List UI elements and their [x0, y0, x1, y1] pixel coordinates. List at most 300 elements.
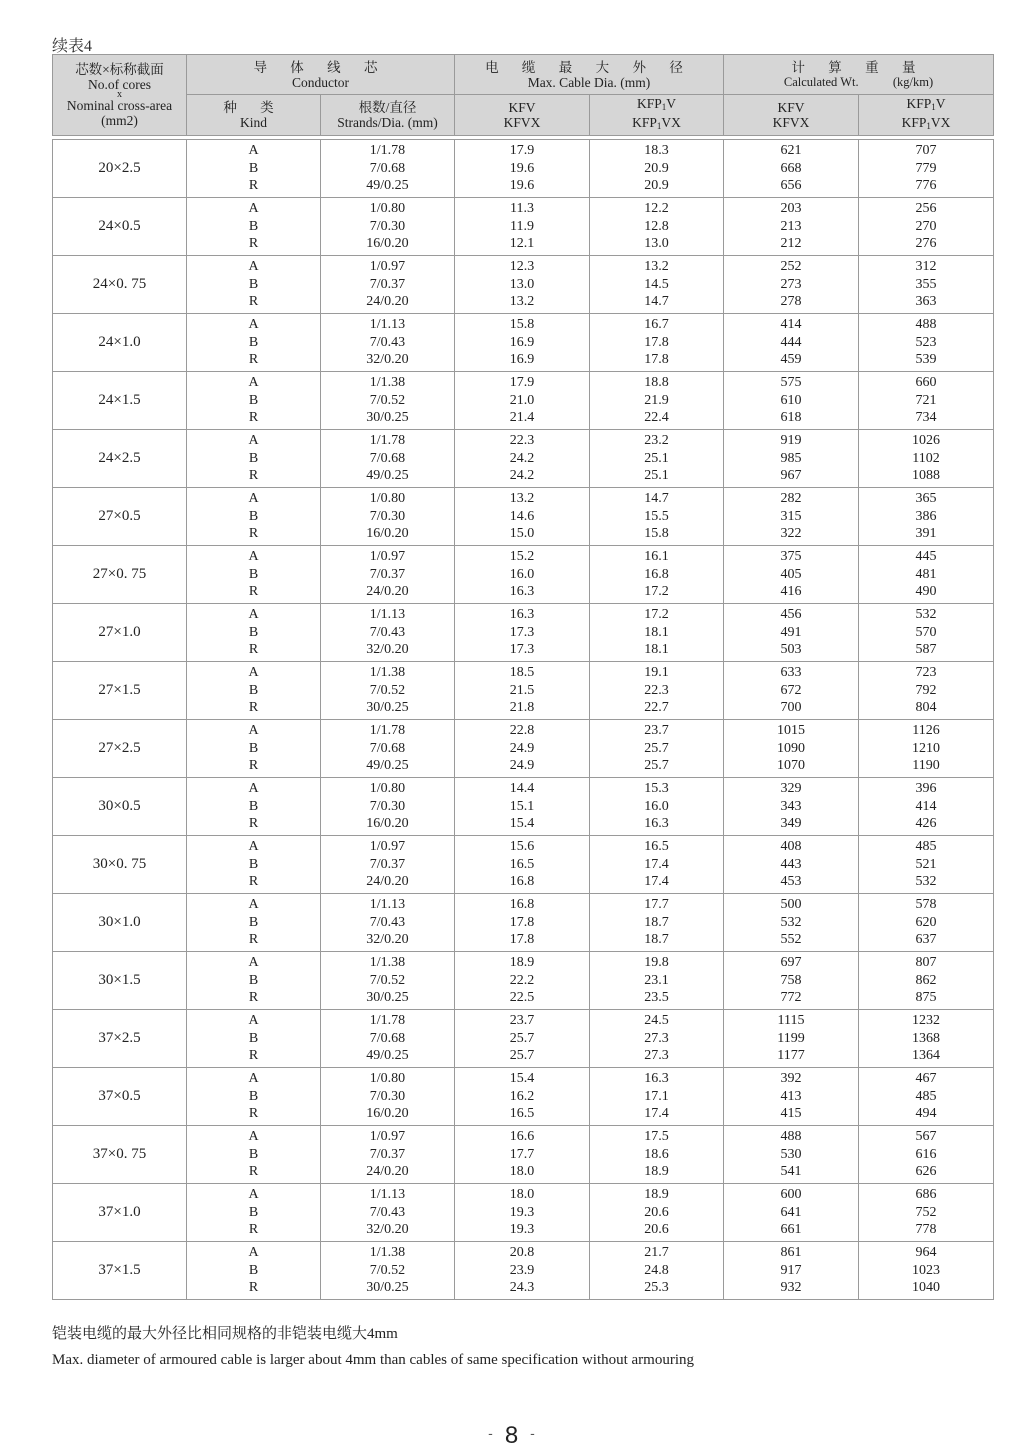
dia-kfp-value: 24.8 [644, 1262, 669, 1278]
spec-cell: 37×2.5 [53, 1010, 187, 1068]
header-dia-kfp1v-prefix: KFP [636, 96, 662, 111]
dia-kfv-cell [455, 1242, 590, 1300]
table-row [53, 198, 994, 256]
dia-kfv-value: 19.6 [509, 178, 535, 194]
header-strands-cell [321, 95, 455, 136]
footnotes [52, 1321, 694, 1373]
wt-kfp-value: 587 [915, 642, 937, 658]
wt-kfv-value: 278 [780, 294, 802, 310]
strands-value: 7/0.52 [369, 1262, 406, 1278]
header-wt-kfv-cell [724, 95, 859, 136]
dia-kfp-value: 23.7 [644, 723, 669, 739]
header-dia-kfp1vx-prefix: KFP [632, 115, 657, 130]
table-caption: 续表4 [52, 38, 93, 55]
table-row [53, 256, 994, 314]
spec-cell: 30×1.5 [53, 952, 187, 1010]
dia-kfv-value: 22.3 [509, 433, 535, 449]
wt-kfv-value: 252 [780, 259, 802, 275]
wt-kfp-value: 276 [915, 236, 937, 252]
wt-kfv-cell [724, 894, 859, 952]
header-strands-en: Strands/Dia. (mm) [337, 115, 438, 130]
dia-kfv-cell [455, 430, 590, 488]
wt-kfv-value: 656 [780, 178, 802, 194]
wt-kfv-value: 530 [780, 1146, 802, 1162]
strands-value: 7/0.37 [369, 566, 406, 582]
strands-cell [321, 662, 455, 720]
table-row [53, 1010, 994, 1068]
dia-kfp-value: 17.8 [644, 334, 669, 350]
strands-value: 7/0.37 [369, 856, 406, 872]
table-row [53, 778, 994, 836]
kind-value: B [248, 1088, 259, 1104]
dia-kfv-value: 15.8 [509, 317, 535, 333]
dia-kfp-value: 17.5 [644, 1129, 669, 1145]
wt-kfp-value: 256 [915, 201, 937, 217]
strands-value: 1/0.80 [369, 1071, 406, 1087]
kind-value: B [248, 856, 259, 872]
kind-cell [187, 894, 321, 952]
dia-kfp-value: 23.1 [644, 972, 669, 988]
dia-kfv-value: 18.0 [509, 1187, 535, 1203]
strands-value: 24/0.20 [366, 1164, 409, 1180]
wt-kfv-value: 212 [780, 236, 802, 252]
strands-value: 7/0.52 [369, 392, 406, 408]
strands-value: 7/0.37 [369, 1146, 406, 1162]
wt-kfp-value: 1210 [912, 740, 940, 756]
wt-kfp-cell [859, 952, 994, 1010]
dia-kfp-value: 24.5 [644, 1013, 669, 1029]
wt-kfp-value: 1088 [912, 468, 940, 484]
wt-kfp-value: 660 [915, 375, 937, 391]
strands-value: 1/1.38 [369, 375, 406, 391]
dia-kfp-cell [590, 140, 724, 198]
dia-kfp-cell [590, 546, 724, 604]
kind-value: B [248, 392, 259, 408]
dia-kfp-value: 18.3 [644, 143, 669, 159]
wt-kfp-value: 1126 [912, 723, 940, 739]
dia-kfv-cell [455, 836, 590, 894]
strands-value: 7/0.43 [369, 334, 406, 350]
dia-kfv-value: 11.9 [510, 218, 534, 234]
wt-kfp-cell [859, 894, 994, 952]
spec-cell: 37×0.5 [53, 1068, 187, 1126]
wt-kfv-cell [724, 488, 859, 546]
wt-kfv-cell [724, 1126, 859, 1184]
dia-kfv-value: 20.8 [509, 1245, 535, 1261]
dia-kfv-value: 16.9 [509, 334, 535, 350]
wt-kfv-cell [724, 1242, 859, 1300]
strands-value: 16/0.20 [366, 526, 409, 542]
wt-kfv-value: 668 [780, 160, 802, 176]
wt-kfp-value: 445 [915, 549, 937, 565]
table-row [53, 140, 994, 198]
wt-kfv-value: 413 [780, 1088, 802, 1104]
wt-kfv-value: 758 [780, 972, 802, 988]
wt-kfv-value: 453 [780, 874, 802, 890]
strands-value: 1/1.13 [369, 607, 406, 623]
wt-kfv-value: 392 [780, 1071, 802, 1087]
strands-value: 1/1.78 [369, 143, 406, 159]
dia-kfv-value: 24.9 [509, 740, 535, 756]
strands-value: 1/1.38 [369, 665, 406, 681]
dia-kfp-value: 17.1 [644, 1088, 669, 1104]
strands-value: 7/0.43 [369, 624, 406, 640]
dia-kfp-value: 18.1 [644, 624, 669, 640]
wt-kfv-value: 315 [780, 508, 802, 524]
wt-kfv-value: 322 [780, 526, 802, 542]
dia-kfp-value: 22.3 [644, 682, 669, 698]
spec-table-body [53, 140, 994, 1300]
header-wt-kfv: KFV [777, 100, 805, 115]
dia-kfv-value: 16.6 [509, 1129, 535, 1145]
wt-kfv-value: 408 [780, 839, 802, 855]
header-wt-kfp1v-suffix: V [935, 96, 946, 111]
spec-cell: 30×1.0 [53, 894, 187, 952]
wt-kfv-value: 700 [780, 700, 802, 716]
strands-cell [321, 1010, 455, 1068]
dia-kfp-cell [590, 430, 724, 488]
kind-value: R [248, 584, 259, 600]
dia-kfv-value: 18.9 [509, 955, 535, 971]
header-wt-kfp1v-prefix: KFP [906, 96, 932, 111]
header-dia-kfv-cell [455, 95, 590, 136]
kind-value: A [248, 491, 259, 507]
wt-kfv-cell [724, 1068, 859, 1126]
dia-kfv-value: 19.3 [509, 1204, 535, 1220]
header-spec-cell [53, 55, 187, 136]
dia-kfv-value: 17.9 [509, 375, 535, 391]
wt-kfp-value: 567 [915, 1129, 937, 1145]
header-dia-cell [455, 55, 724, 95]
wt-kfv-cell [724, 546, 859, 604]
strands-cell [321, 1068, 455, 1126]
wt-kfp-value: 523 [915, 334, 937, 350]
header-conductor-en: Conductor [292, 74, 349, 90]
dia-kfv-value: 17.7 [509, 1146, 535, 1162]
spec-cell: 27×0.5 [53, 488, 187, 546]
dia-kfv-value: 16.5 [509, 856, 535, 872]
dia-kfp-value: 14.5 [644, 276, 669, 292]
dia-kfp-value: 19.8 [644, 955, 669, 971]
wt-kfv-value: 610 [780, 392, 802, 408]
header-spec-en2: Nominal cross-area [66, 98, 173, 113]
dia-kfv-value: 16.8 [509, 897, 535, 913]
wt-kfp-value: 1040 [912, 1280, 940, 1296]
wt-kfp-value: 637 [915, 932, 937, 948]
wt-kfp-value: 312 [915, 259, 937, 275]
header-dia-kfv: KFV [508, 100, 536, 115]
wt-kfp-value: 1190 [912, 758, 940, 774]
wt-kfp-value: 485 [915, 839, 937, 855]
kind-cell [187, 1010, 321, 1068]
strands-cell [321, 952, 455, 1010]
strands-value: 1/0.97 [369, 1129, 406, 1145]
wt-kfv-value: 633 [780, 665, 802, 681]
strands-value: 1/0.97 [369, 259, 406, 275]
spec-cell: 24×2.5 [53, 430, 187, 488]
kind-value: B [248, 972, 259, 988]
kind-value: A [248, 665, 259, 681]
header-strands-zh: 根数/直径 [358, 100, 417, 115]
kind-value: R [248, 1222, 259, 1238]
strands-value: 30/0.25 [366, 990, 409, 1006]
dia-kfp-value: 18.9 [644, 1187, 669, 1203]
dia-kfp-value: 21.9 [644, 392, 669, 408]
kind-value: A [248, 607, 259, 623]
header-dia-kfp1v-suffix: V [666, 96, 676, 111]
wt-kfv-value: 444 [780, 334, 802, 350]
wt-kfv-cell [724, 140, 859, 198]
wt-kfp-cell [859, 430, 994, 488]
dia-kfp-cell [590, 720, 724, 778]
wt-kfv-value: 491 [780, 624, 802, 640]
strands-cell [321, 1184, 455, 1242]
strands-value: 49/0.25 [366, 1048, 409, 1064]
kind-cell [187, 314, 321, 372]
wt-kfv-cell [724, 314, 859, 372]
dia-kfv-value: 15.4 [509, 1071, 535, 1087]
kind-value: R [248, 874, 259, 890]
strands-value: 32/0.20 [366, 642, 409, 658]
dia-kfv-value: 17.9 [509, 143, 535, 159]
kind-value: B [248, 218, 259, 234]
dia-kfp-value: 20.6 [644, 1204, 669, 1220]
kind-cell [187, 604, 321, 662]
wt-kfp-value: 686 [915, 1187, 937, 1203]
dia-kfp-cell [590, 1068, 724, 1126]
dia-kfv-value: 22.8 [509, 723, 535, 739]
header-wt-en: Calculated Wt. [783, 74, 859, 89]
wt-kfv-value: 919 [780, 433, 802, 449]
dia-kfp-value: 20.9 [644, 178, 669, 194]
dia-kfv-value: 14.4 [509, 781, 535, 797]
table-row [53, 314, 994, 372]
dia-kfv-cell [455, 662, 590, 720]
strands-value: 7/0.68 [369, 1030, 406, 1046]
wt-kfp-cell [859, 1184, 994, 1242]
wt-kfp-value: 752 [915, 1204, 937, 1220]
wt-kfp-cell [859, 1242, 994, 1300]
wt-kfv-value: 416 [780, 584, 802, 600]
kind-value: B [248, 566, 259, 582]
page-dash-right: - [530, 1425, 535, 1441]
dia-kfp-value: 12.8 [644, 218, 669, 234]
kind-value: A [248, 317, 259, 333]
table-row [53, 720, 994, 778]
dia-kfp-value: 23.5 [644, 990, 669, 1006]
dia-kfp-value: 21.7 [644, 1245, 669, 1261]
wt-kfp-value: 875 [915, 990, 937, 1006]
kind-value: B [248, 624, 259, 640]
strands-cell [321, 430, 455, 488]
page-number [0, 1422, 1023, 1450]
dia-kfv-value: 17.3 [509, 624, 535, 640]
wt-kfv-value: 985 [780, 450, 802, 466]
dia-kfv-value: 15.6 [509, 839, 535, 855]
wt-kfp-value: 396 [915, 781, 937, 797]
header-wt-kfp1vx-sub: 1 [926, 121, 931, 131]
dia-kfp-cell [590, 662, 724, 720]
dia-kfv-value: 16.5 [509, 1106, 535, 1122]
wt-kfv-cell [724, 256, 859, 314]
wt-kfp-value: 776 [915, 178, 937, 194]
kind-value: A [248, 143, 259, 159]
strands-value: 7/0.43 [369, 1204, 406, 1220]
dia-kfv-cell [455, 1068, 590, 1126]
kind-value: R [248, 178, 259, 194]
wt-kfp-value: 1368 [912, 1030, 940, 1046]
wt-kfv-value: 1177 [777, 1048, 805, 1064]
wt-kfv-cell [724, 430, 859, 488]
dia-kfp-value: 17.7 [644, 897, 669, 913]
dia-kfv-value: 16.2 [509, 1088, 535, 1104]
footnote-en: Max. diameter of armoured cable is larger about 4mm than cables of same specification without armouring [52, 1352, 695, 1368]
kind-value: R [248, 410, 259, 426]
kind-value: R [248, 1048, 259, 1064]
strands-value: 1/1.13 [369, 897, 406, 913]
spec-cell: 37×0. 75 [53, 1126, 187, 1184]
header-conductor-cell [187, 55, 455, 95]
dia-kfv-value: 13.0 [509, 276, 535, 292]
dia-kfv-cell [455, 488, 590, 546]
table-row [53, 1242, 994, 1300]
kind-cell [187, 952, 321, 1010]
strands-cell [321, 836, 455, 894]
dia-kfv-cell [455, 894, 590, 952]
wt-kfv-cell [724, 604, 859, 662]
strands-value: 49/0.25 [366, 178, 409, 194]
dia-kfp-value: 22.7 [644, 700, 669, 716]
kind-value: R [248, 642, 259, 658]
wt-kfv-value: 697 [780, 955, 802, 971]
dia-kfp-value: 18.1 [644, 642, 669, 658]
wt-kfp-value: 1026 [912, 433, 940, 449]
table-row [53, 1184, 994, 1242]
wt-kfp-value: 721 [915, 392, 937, 408]
kind-value: B [248, 1146, 259, 1162]
wt-kfv-value: 443 [780, 856, 802, 872]
wt-kfv-cell [724, 836, 859, 894]
table-row [53, 662, 994, 720]
kind-value: R [248, 758, 259, 774]
kind-value: A [248, 723, 259, 739]
dia-kfp-value: 17.4 [644, 856, 669, 872]
wt-kfv-value: 414 [780, 317, 802, 333]
wt-kfv-value: 203 [780, 201, 802, 217]
wt-kfp-value: 723 [915, 665, 937, 681]
dia-kfp-value: 17.2 [644, 607, 669, 623]
dia-kfp-cell [590, 952, 724, 1010]
spec-cell: 24×0. 75 [53, 256, 187, 314]
dia-kfv-value: 11.3 [510, 201, 534, 217]
header-wt-zh: 计 算 重 量 [791, 59, 926, 75]
strands-value: 16/0.20 [366, 816, 409, 832]
wt-kfp-value: 532 [915, 607, 937, 623]
strands-value: 30/0.25 [366, 1280, 409, 1296]
wt-kfp-value: 485 [915, 1088, 937, 1104]
dia-kfv-cell [455, 952, 590, 1010]
dia-kfv-cell [455, 256, 590, 314]
dia-kfp-value: 16.1 [644, 549, 669, 565]
header-wt-cell [724, 55, 994, 95]
dia-kfv-value: 12.3 [509, 259, 535, 275]
wt-kfv-value: 459 [780, 352, 802, 368]
wt-kfp-value: 521 [915, 856, 937, 872]
strands-value: 1/0.97 [369, 549, 406, 565]
table-row [53, 836, 994, 894]
wt-kfp-value: 490 [915, 584, 937, 600]
spec-cell: 27×1.0 [53, 604, 187, 662]
wt-kfp-value: 363 [915, 294, 937, 310]
wt-kfv-value: 213 [780, 218, 802, 234]
spec-cell: 30×0. 75 [53, 836, 187, 894]
dia-kfv-value: 21.0 [509, 392, 535, 408]
wt-kfv-cell [724, 198, 859, 256]
dia-kfv-cell [455, 372, 590, 430]
header-spec-en1: No.of cores [88, 77, 151, 92]
wt-kfp-value: 270 [915, 218, 937, 234]
strands-cell [321, 1242, 455, 1300]
wt-kfv-value: 661 [780, 1222, 802, 1238]
strands-value: 49/0.25 [366, 758, 409, 774]
strands-cell [321, 894, 455, 952]
dia-kfp-cell [590, 256, 724, 314]
strands-cell [321, 778, 455, 836]
wt-kfp-cell [859, 662, 994, 720]
kind-value: R [248, 468, 259, 484]
wt-kfv-value: 273 [780, 276, 802, 292]
wt-kfv-value: 1070 [777, 758, 805, 774]
header-wt-kfp-cell [859, 95, 994, 136]
wt-kfp-cell [859, 546, 994, 604]
kind-value: R [248, 1164, 259, 1180]
dia-kfv-value: 17.8 [509, 914, 535, 930]
table-row [53, 1068, 994, 1126]
kind-value: R [248, 236, 259, 252]
kind-value: B [248, 1262, 259, 1278]
kind-value: B [248, 914, 259, 930]
wt-kfp-value: 734 [915, 410, 937, 426]
dia-kfp-value: 17.4 [644, 1106, 669, 1122]
strands-value: 1/0.80 [369, 491, 406, 507]
dia-kfp-value: 27.3 [644, 1048, 669, 1064]
dia-kfp-value: 13.0 [644, 236, 669, 252]
dia-kfp-cell [590, 604, 724, 662]
wt-kfp-cell [859, 1126, 994, 1184]
strands-cell [321, 314, 455, 372]
dia-kfp-value: 16.7 [644, 317, 669, 333]
wt-kfp-value: 414 [915, 798, 937, 814]
dia-kfv-value: 16.0 [509, 566, 535, 582]
strands-value: 1/1.38 [369, 1245, 406, 1261]
wt-kfv-value: 343 [780, 798, 802, 814]
strands-value: 7/0.68 [369, 450, 406, 466]
wt-kfv-cell [724, 372, 859, 430]
dia-kfv-value: 12.1 [509, 236, 535, 252]
kind-value: B [248, 682, 259, 698]
wt-kfp-value: 1023 [912, 1262, 940, 1278]
kind-cell [187, 546, 321, 604]
strands-value: 7/0.52 [369, 682, 406, 698]
wt-kfv-value: 1015 [777, 723, 805, 739]
dia-kfp-value: 15.3 [644, 781, 669, 797]
wt-kfv-value: 552 [780, 932, 802, 948]
dia-kfp-value: 27.3 [644, 1030, 669, 1046]
dia-kfv-value: 16.3 [509, 584, 535, 600]
strands-value: 1/1.38 [369, 955, 406, 971]
dia-kfp-cell [590, 1242, 724, 1300]
dia-kfv-value: 24.3 [509, 1280, 535, 1296]
